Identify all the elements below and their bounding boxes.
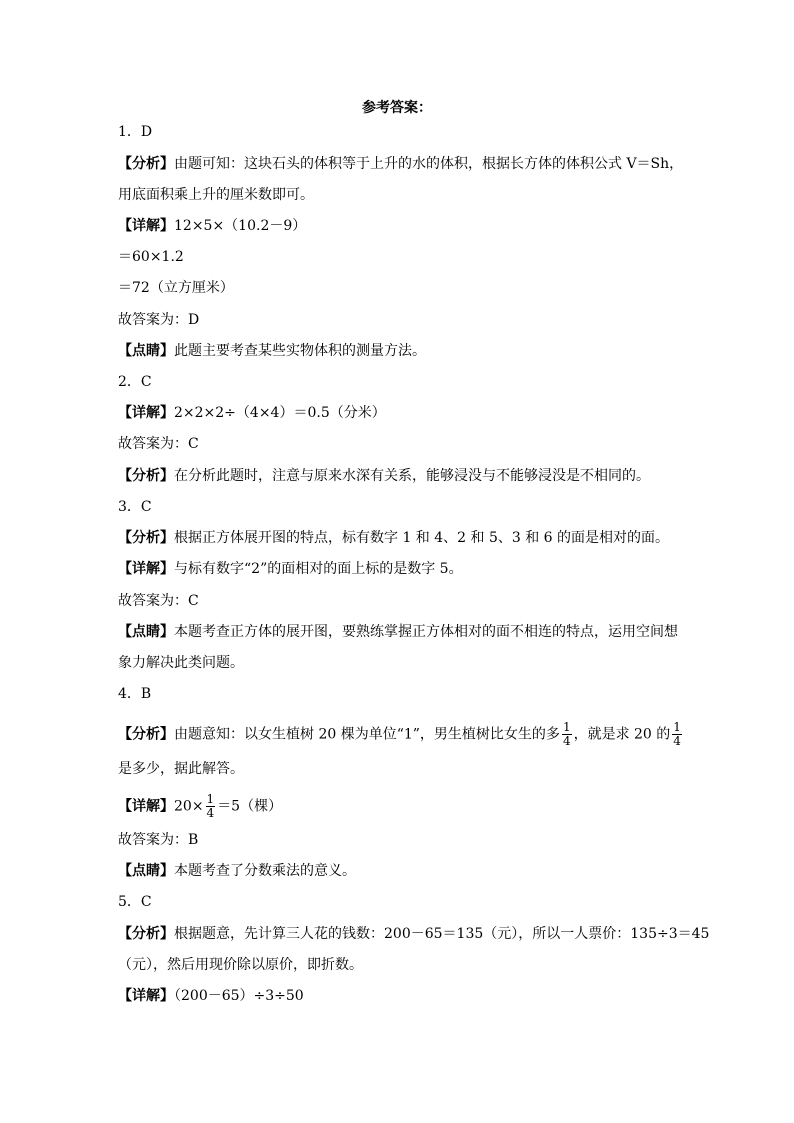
q4-analysis-line-2: 是多少，据此解答。 (118, 761, 244, 777)
q1-answer: 故答案为：D (118, 312, 200, 328)
fraction-one-quarter (672, 721, 682, 748)
page-title: 参考答案： (362, 100, 432, 116)
analysis-tag: 【分析】 (118, 530, 174, 546)
q1-detail-line-2: ＝60×1.2 (118, 249, 184, 265)
q4-detail-line (118, 793, 282, 820)
point-tag: 【点睛】 (118, 863, 174, 879)
q4-point-line (118, 861, 356, 881)
analysis-tag: 【分析】 (118, 926, 174, 942)
q2-analysis-line (118, 466, 650, 486)
q2-detail-line (118, 403, 386, 423)
q4-number: 4．B (118, 686, 152, 702)
q4-detail-text-a: 20× (174, 798, 204, 815)
fraction-numerator: 1 (562, 720, 571, 734)
q2-answer: 故答案为：C (118, 436, 199, 452)
detail-tag: 【详解】 (118, 798, 174, 815)
q3-answer: 故答案为：C (118, 593, 199, 609)
detail-tag: 【详解】 (118, 561, 174, 577)
point-tag: 【点睛】 (118, 624, 174, 640)
fraction-one-quarter (206, 793, 216, 820)
q1-analysis-text: 由题可知：这块石头的体积等于上升的水的体积，根据长方体的体积公式 V＝Sh， (174, 156, 684, 172)
q4-analysis-text-a: 由题意知：以女生植树 20 棵为单位“1”，男生植树比女生的多 (174, 726, 560, 743)
q1-analysis-line-2: 用底面积乘上升的厘米数即可。 (118, 187, 314, 203)
q5-number: 5．C (118, 894, 152, 910)
q1-analysis-line-1 (118, 154, 683, 174)
q1-detail-text: 12×5×（10.2－9） (174, 218, 307, 234)
q3-analysis-line (118, 528, 669, 548)
analysis-tag: 【分析】 (118, 726, 174, 743)
q4-detail-text-b: ＝5（棵） (217, 798, 283, 815)
q3-analysis-text: 根据正方体展开图的特点，标有数字 1 和 4、2 和 5、3 和 6 的面是相对的面。 (174, 530, 670, 546)
q3-point-line-2: 象力解决此类问题。 (118, 655, 244, 671)
q1-point-text: 此题主要考查某些实物体积的测量方法。 (174, 343, 426, 359)
q5-detail-line (118, 986, 304, 1006)
q5-detail-text: （200－65）÷3÷50 (174, 988, 304, 1004)
q3-number: 3．C (118, 499, 152, 515)
q1-detail-line-1 (118, 216, 306, 236)
fraction-numerator: 1 (206, 792, 215, 806)
q4-answer: 故答案为：B (118, 832, 199, 848)
q2-analysis-text: 在分析此题时，注意与原来水深有关系，能够浸没与不能够浸没是不相同的。 (174, 468, 650, 484)
q5-analysis-line-2: （元），然后用现价除以原价，即折数。 (118, 957, 363, 973)
q4-analysis-text-b: ，就是求 20 的 (573, 726, 671, 743)
q1-number: 1．D (118, 124, 153, 140)
q2-number: 2．C (118, 374, 152, 390)
detail-tag: 【详解】 (118, 405, 174, 421)
q2-detail-text: 2×2×2÷（4×4）＝0.5（分米） (174, 405, 386, 421)
analysis-tag: 【分析】 (118, 156, 174, 172)
fraction-numerator: 1 (673, 720, 681, 734)
detail-tag: 【详解】 (118, 988, 174, 1004)
q5-analysis-text: 根据题意，先计算三人花的钱数：200－65＝135（元），所以一人票价：135÷3＝45 (174, 926, 710, 942)
q3-detail-text: 与标有数字“2”的面相对的面上标的是数字 5。 (174, 561, 463, 577)
q1-detail-line-3: ＝72（立方厘米） (118, 280, 234, 296)
q3-detail-line (118, 559, 463, 579)
fraction-denominator: 4 (206, 806, 215, 820)
q3-point-text: 本题考查正方体的展开图，要熟练掌握正方体相对的面不相连的特点，运用空间想 (174, 624, 678, 640)
fraction-denominator: 4 (673, 734, 681, 748)
fraction-denominator: 4 (562, 734, 571, 748)
q4-point-text: 本题考查了分数乘法的意义。 (174, 863, 356, 879)
point-tag: 【点睛】 (118, 343, 174, 359)
q4-analysis-line-1 (118, 721, 684, 748)
q5-analysis-line-1 (118, 924, 709, 944)
q1-point-line (118, 341, 426, 361)
fraction-one-quarter (562, 721, 572, 748)
analysis-tag: 【分析】 (118, 468, 174, 484)
q3-point-line-1 (118, 622, 678, 642)
detail-tag: 【详解】 (118, 218, 174, 234)
